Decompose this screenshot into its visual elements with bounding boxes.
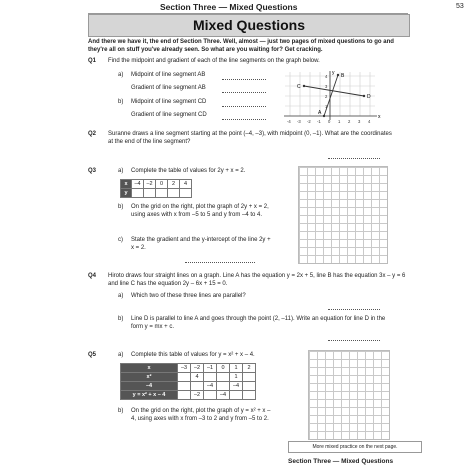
svg-text:y: y bbox=[332, 70, 335, 76]
label-b: B bbox=[341, 73, 345, 79]
q1b-gradient-answer[interactable] bbox=[222, 113, 266, 120]
q3a-text: Complete the table of values for 2y + x = 2. bbox=[131, 168, 246, 174]
svg-text:-1: -1 bbox=[317, 119, 321, 124]
table-cell-input[interactable] bbox=[156, 189, 168, 198]
intro-text: And there we have it, the end of Section Three. Well, almost — just two pages of mixed questions to go and they're all on stuff you've already seen. So what are you waiting for? Get cracking. bbox=[88, 39, 394, 53]
q3-values-table bbox=[120, 179, 192, 198]
q4b-answer[interactable] bbox=[328, 334, 380, 341]
q3c-text: State the gradient and the y-intercept of the line 2y + x = 2. bbox=[131, 237, 271, 251]
q4a-text: Which two of these three lines are parallel? bbox=[131, 293, 246, 299]
q2-number: Q2 bbox=[88, 131, 97, 137]
page-title: Mixed Questions bbox=[192, 17, 306, 33]
q1a-label: a) bbox=[118, 72, 124, 78]
svg-text:1: 1 bbox=[325, 104, 328, 109]
q1b-midpoint-answer[interactable] bbox=[222, 100, 266, 107]
q3-number: Q3 bbox=[88, 168, 97, 174]
table-row: y bbox=[121, 189, 192, 198]
table-row: –4 –4 –4 bbox=[121, 382, 256, 391]
table-cell-input[interactable] bbox=[132, 189, 144, 198]
title-banner bbox=[88, 14, 410, 37]
q1-number: Q1 bbox=[88, 58, 97, 64]
next-page-note: More mixed practice on the next page. bbox=[288, 441, 422, 453]
q1b-midpoint: Midpoint of line segment CD bbox=[131, 99, 207, 105]
svg-text:0: 0 bbox=[328, 119, 331, 124]
q1-text: Find the midpoint and gradient of each of the line segments on the graph below. bbox=[108, 58, 320, 64]
table-row: x –3 –2 –1 0 1 2 bbox=[121, 364, 256, 373]
q3c-label: c) bbox=[118, 237, 123, 243]
q1a-gradient: Gradient of line segment AB bbox=[131, 85, 206, 91]
q5b-text: On the grid on the right, plot the graph of y = x² + x – 4, using axes with x from –3 to 2 and y from –5 to 2. bbox=[131, 408, 271, 422]
q4-number: Q4 bbox=[88, 273, 97, 279]
q1a-gradient-answer[interactable] bbox=[222, 86, 266, 93]
table-row: x –4 –2 0 2 4 bbox=[121, 180, 192, 189]
table-cell-input[interactable] bbox=[144, 189, 156, 198]
q5a-label: a) bbox=[118, 352, 124, 358]
q4b-text: Line D is parallel to line A and goes through the point (2, –11). Write an equation for line D in the form y = mx + c. bbox=[131, 316, 386, 330]
q5a-text: Complete this table of values for y = x² + x – 4. bbox=[131, 352, 255, 358]
footer-section: Section Three — Mixed Questions bbox=[288, 458, 394, 465]
svg-text:-2: -2 bbox=[307, 119, 311, 124]
svg-text:x: x bbox=[378, 114, 381, 120]
label-d: D bbox=[367, 94, 371, 100]
q1a-midpoint: Midpoint of line segment AB bbox=[131, 72, 206, 78]
svg-text:2: 2 bbox=[325, 94, 328, 99]
q3-plot-grid[interactable] bbox=[298, 166, 388, 264]
q3a-label: a) bbox=[118, 168, 124, 174]
q2-answer[interactable] bbox=[328, 152, 380, 159]
svg-text:3: 3 bbox=[358, 119, 361, 124]
svg-text:-4: -4 bbox=[287, 119, 291, 124]
q2-text: Suranne draws a line segment starting at the point (–4, –3), with midpoint (0, –1). What are the coordinates at the end of the line segment? bbox=[108, 131, 392, 145]
label-c: C bbox=[297, 84, 301, 90]
q1b-gradient: Gradient of line segment CD bbox=[131, 112, 207, 118]
svg-text:2: 2 bbox=[348, 119, 351, 124]
svg-text:3: 3 bbox=[325, 84, 328, 89]
q1-graph-svg bbox=[280, 70, 385, 126]
table-row: y = x² + x – 4 –2 –4 bbox=[121, 391, 256, 400]
q3b-text: On the grid on the right, plot the graph of 2y + x = 2, using axes with x from –5 to 5 and y from –4 to 4. bbox=[131, 204, 269, 218]
table-cell-input[interactable] bbox=[168, 189, 180, 198]
page-number: 53 bbox=[456, 3, 464, 10]
q3c-answer[interactable] bbox=[185, 256, 255, 263]
q5b-label: b) bbox=[118, 408, 124, 414]
table-cell-input[interactable] bbox=[180, 189, 192, 198]
svg-text:4: 4 bbox=[325, 74, 328, 79]
label-a: A bbox=[318, 110, 322, 116]
q4b-label: b) bbox=[118, 316, 124, 322]
q4a-label: a) bbox=[118, 293, 124, 299]
table-row: x² 4 1 bbox=[121, 373, 256, 382]
q1a-midpoint-answer[interactable] bbox=[222, 73, 266, 80]
svg-text:1: 1 bbox=[338, 119, 341, 124]
q4a-answer[interactable] bbox=[328, 303, 380, 310]
q5-plot-grid[interactable] bbox=[308, 350, 390, 440]
section-header: Section Three — Mixed Questions bbox=[160, 2, 298, 12]
q1-graph bbox=[280, 70, 385, 126]
q5-values-table bbox=[120, 363, 256, 400]
svg-text:-3: -3 bbox=[297, 119, 301, 124]
q4-text: Hiroto draws four straight lines on a graph. Line A has the equation y = 2x + 5, line B has the equation 3x – y = 6 and line C has the equation 2y – 6x + 15 = 0. bbox=[108, 273, 406, 287]
q1b-label: b) bbox=[118, 99, 124, 105]
q3b-label: b) bbox=[118, 204, 124, 210]
q5-number: Q5 bbox=[88, 352, 97, 358]
svg-text:4: 4 bbox=[368, 119, 371, 124]
